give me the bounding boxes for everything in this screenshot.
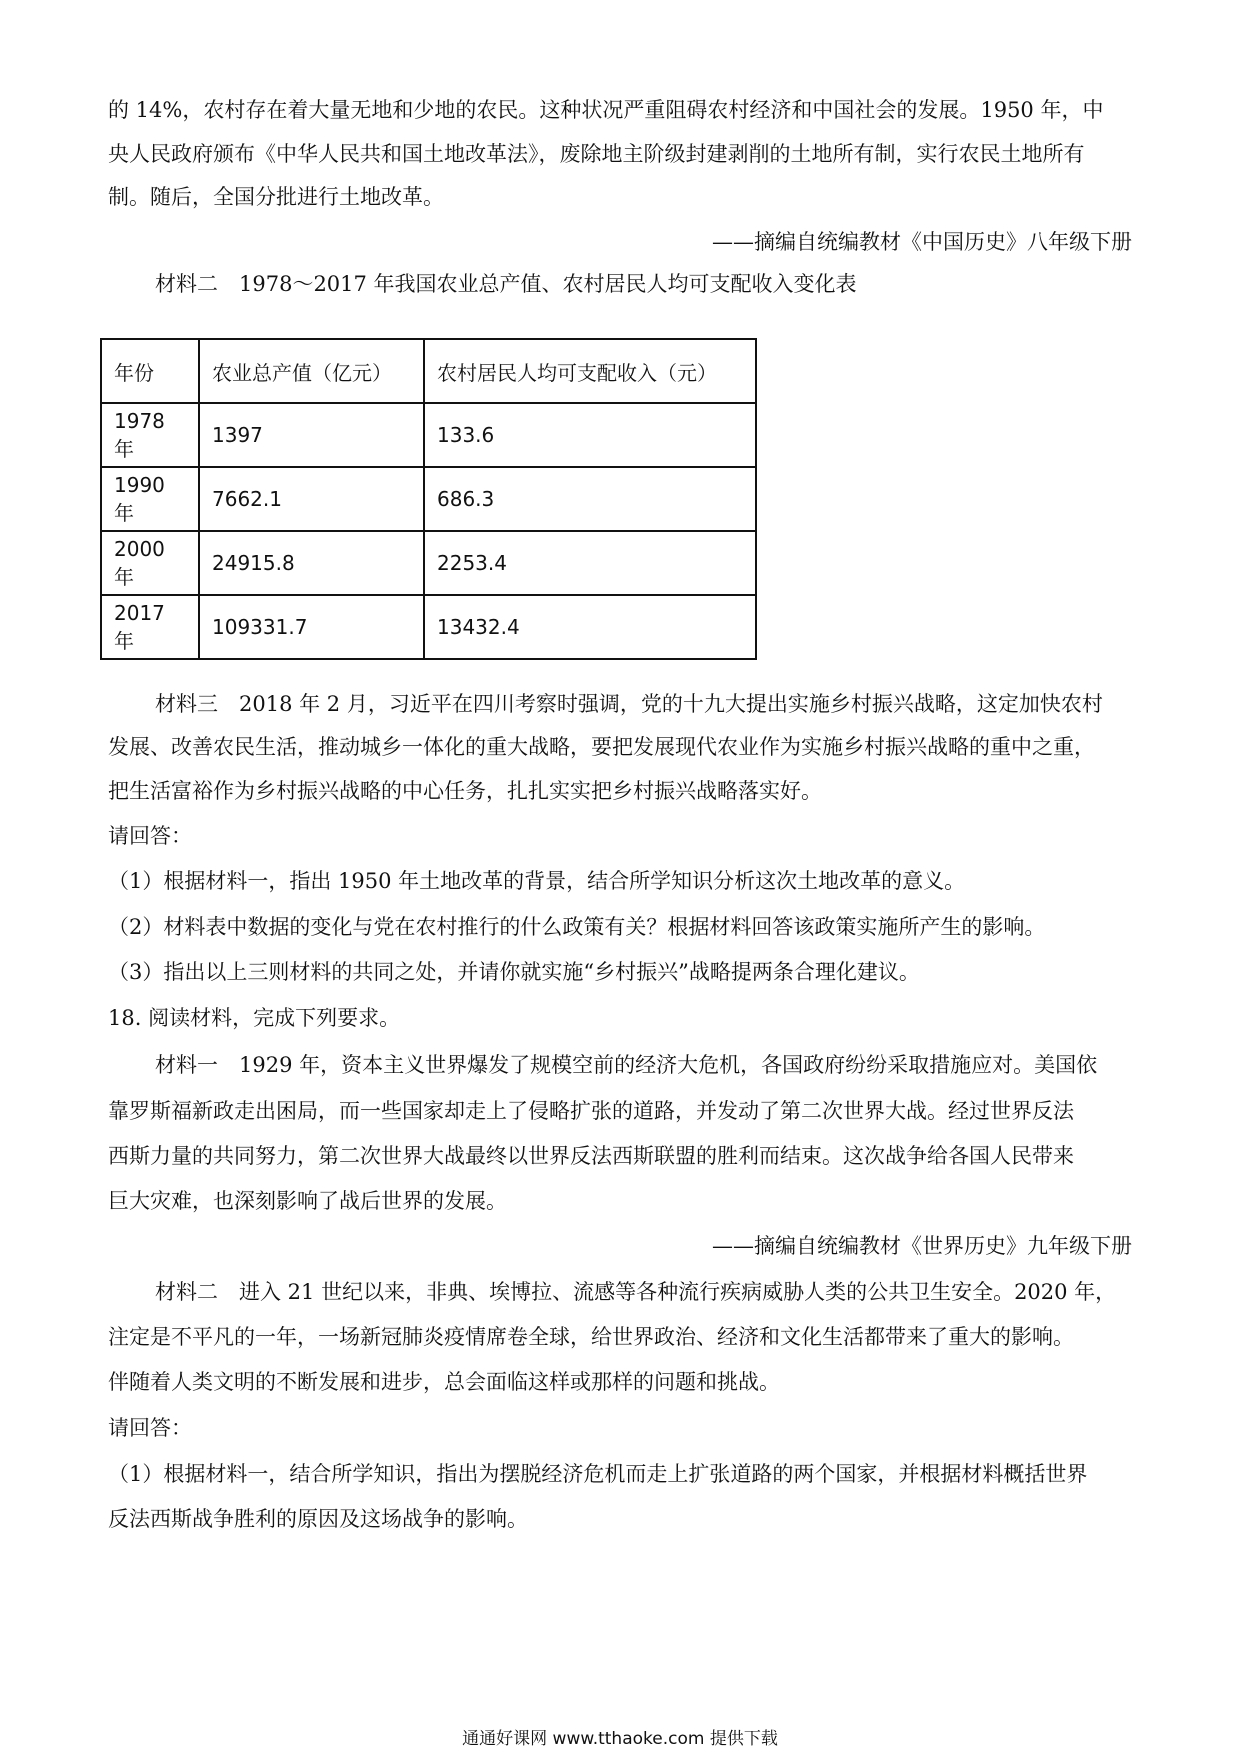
paragraph-line: 材料一 1929 年，资本主义世界爆发了规模空前的经济大危机，各国政府纷纷采取措施应对。美国依 <box>155 1053 1098 1077</box>
question-item: （1）根据材料一，指出 1950 年土地改革的背景，结合所学知识分析这次土地改革的意义。 <box>108 869 966 893</box>
paragraph-line: 西斯力量的共同努力，第二次世界大战最终以世界反法西斯联盟的胜利而结束。这次战争给各国人民带来 <box>108 1144 1074 1168</box>
table-cell: 13432.4 <box>424 595 756 659</box>
table-cell: 24915.8 <box>199 531 424 595</box>
prompt-label: 请回答： <box>108 1416 192 1440</box>
question-title: 18. 阅读材料，完成下列要求。 <box>108 1006 401 1030</box>
table-cell: 1978 年 <box>101 403 199 467</box>
table-header-cell: 农业总产值（亿元） <box>199 339 424 403</box>
table-cell: 109331.7 <box>199 595 424 659</box>
paragraph-line: 发展、改善农民生活，推动城乡一体化的重大战略，要把发展现代农业作为实施乡村振兴战略的重中之重， <box>108 735 1095 759</box>
table-cell: 7662.1 <box>199 467 424 531</box>
question-item: （3）指出以上三则材料的共同之处，并请你就实施“乡村振兴”战略提两条合理化建议。 <box>108 960 920 984</box>
table-header-row <box>101 339 756 403</box>
table-cell: 1397 <box>199 403 424 467</box>
paragraph-line: 的 14%，农村存在着大量无地和少地的农民。这种状况严重阻碍农村经济和中国社会的发展。1950 年，中 <box>108 98 1104 122</box>
paragraph-line: 材料二 进入 21 世纪以来，非典、埃博拉、流感等各种流行疾病威胁人类的公共卫生安全。2020 年， <box>155 1280 1117 1304</box>
table-cell: 133.6 <box>424 403 756 467</box>
paragraph-line: 制。随后，全国分批进行土地改革。 <box>108 185 444 209</box>
table-cell: 686.3 <box>424 467 756 531</box>
page-footer: 通通好课网 www.tthaoke.com 提供下载 <box>462 1729 778 1749</box>
data-table <box>100 338 757 660</box>
question-item: （1）根据材料一，结合所学知识，指出为摆脱经济危机而走上扩张道路的两个国家，并根据材料概括世界 <box>108 1462 1088 1486</box>
paragraph-line: 靠罗斯福新政走出困局，而一些国家却走上了侵略扩张的道路，并发动了第二次世界大战。经过世界反法 <box>108 1099 1074 1123</box>
paragraph-line: 央人民政府颁布《中华人民共和国土地改革法》，废除地主阶级封建剥削的土地所有制，实行农民土地所有 <box>108 142 1085 166</box>
table-cell: 1990 年 <box>101 467 199 531</box>
table-header-cell: 农村居民人均可支配收入（元） <box>424 339 756 403</box>
table-row <box>101 467 756 531</box>
source-citation: ——摘编自统编教材《世界历史》九年级下册 <box>712 1234 1132 1258</box>
paragraph-line: 材料三 2018 年 2 月，习近平在四川考察时强调，党的十九大提出实施乡村振兴战略，这定加快农村 <box>155 692 1103 716</box>
source-citation: ——摘编自统编教材《中国历史》八年级下册 <box>712 230 1132 254</box>
paragraph-line: 巨大灾难，也深刻影响了战后世界的发展。 <box>108 1189 507 1213</box>
prompt-label: 请回答： <box>108 824 192 848</box>
paragraph-line: 注定是不平凡的一年，一场新冠肺炎疫情席卷全球，给世界政治、经济和文化生活都带来了重大的影响。 <box>108 1325 1074 1349</box>
table-cell: 2253.4 <box>424 531 756 595</box>
table-row <box>101 403 756 467</box>
table-row <box>101 531 756 595</box>
material-title: 材料二 1978～2017 年我国农业总产值、农村居民人均可支配收入变化表 <box>155 272 857 296</box>
paragraph-line: 伴随着人类文明的不断发展和进步，总会面临这样或那样的问题和挑战。 <box>108 1370 780 1394</box>
paragraph-line: 把生活富裕作为乡村振兴战略的中心任务，扎扎实实把乡村振兴战略落实好。 <box>108 779 822 803</box>
table-cell: 2000 年 <box>101 531 199 595</box>
table-header-cell: 年份 <box>101 339 199 403</box>
question-item: 反法西斯战争胜利的原因及这场战争的影响。 <box>108 1507 528 1531</box>
table-cell: 2017 年 <box>101 595 199 659</box>
question-item: （2）材料表中数据的变化与党在农村推行的什么政策有关？根据材料回答该政策实施所产生的影响。 <box>108 915 1046 939</box>
table-row <box>101 595 756 659</box>
